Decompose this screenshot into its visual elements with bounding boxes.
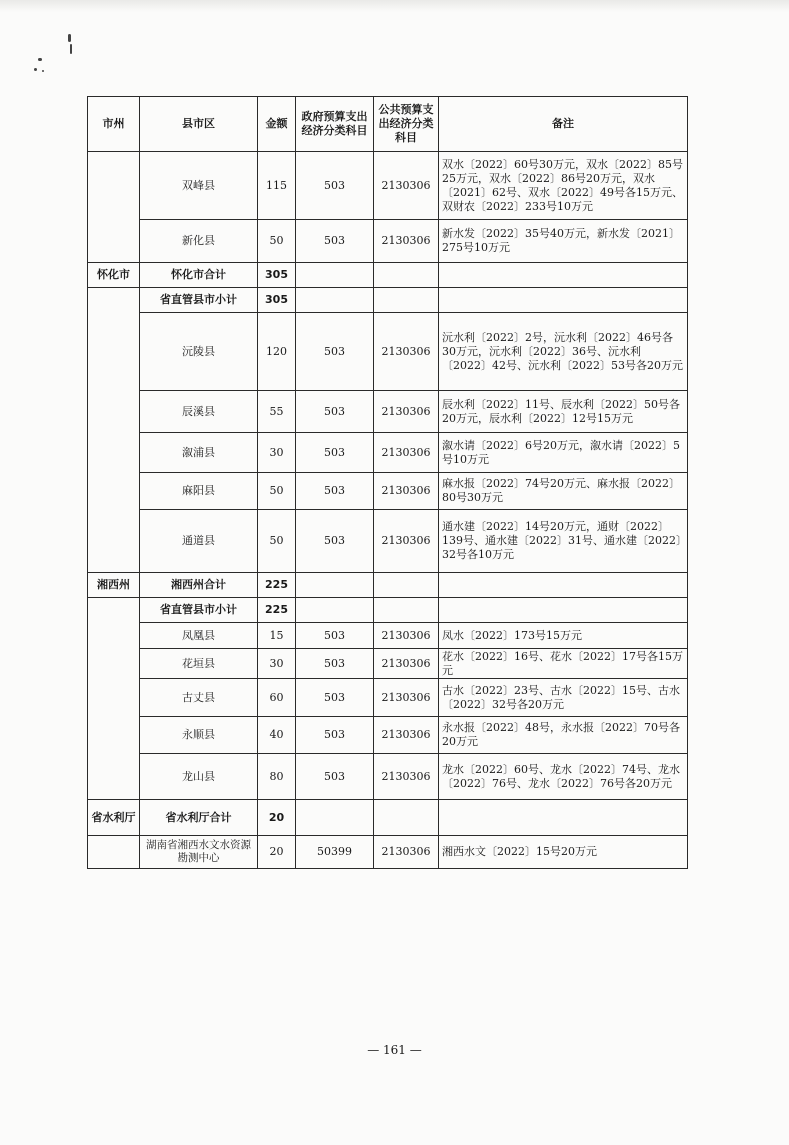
- amount-cell: 15: [258, 623, 296, 649]
- table-row-subtotal: [88, 288, 688, 313]
- header-city: 市州: [88, 97, 140, 152]
- note-cell: 凤水〔2022〕173号15万元: [439, 623, 688, 649]
- note-cell: [439, 288, 688, 313]
- pub-subject-cell: 2130306: [374, 152, 439, 220]
- gov-subject-cell: 503: [296, 391, 374, 433]
- table-row: [88, 754, 688, 800]
- city-cell: [88, 288, 140, 573]
- county-cell: 双峰县: [140, 152, 258, 220]
- county-cell: 湘西州合计: [140, 573, 258, 598]
- county-cell: 怀化市合计: [140, 263, 258, 288]
- pub-subject-cell: [374, 800, 439, 836]
- county-cell: 省直管县市小计: [140, 288, 258, 313]
- gov-subject-cell: 503: [296, 649, 374, 679]
- header-pub-subject: 公共预算支出经济分类科目: [374, 97, 439, 152]
- table-row: [88, 836, 688, 869]
- note-cell: 辰水利〔2022〕11号、辰水利〔2022〕50号各20万元，辰水利〔2022〕12号15万元: [439, 391, 688, 433]
- amount-cell: 225: [258, 598, 296, 623]
- pub-subject-cell: [374, 598, 439, 623]
- amount-cell: 55: [258, 391, 296, 433]
- city-cell: [88, 152, 140, 263]
- city-cell: 湘西州: [88, 573, 140, 598]
- table-row: [88, 313, 688, 391]
- table-row: [88, 220, 688, 263]
- pub-subject-cell: 2130306: [374, 754, 439, 800]
- amount-cell: 50: [258, 510, 296, 573]
- note-cell: 通水建〔2022〕14号20万元，通财〔2022〕139号、通水建〔2022〕31号、通水建〔2022〕32号各10万元: [439, 510, 688, 573]
- gov-subject-cell: 503: [296, 679, 374, 717]
- header-county: 县市区: [140, 97, 258, 152]
- note-cell: 古水〔2022〕23号、古水〔2022〕15号、古水〔2022〕32号各20万元: [439, 679, 688, 717]
- amount-cell: 60: [258, 679, 296, 717]
- table-row: [88, 433, 688, 473]
- header-amount: 金额: [258, 97, 296, 152]
- pub-subject-cell: 2130306: [374, 473, 439, 510]
- city-cell: [88, 836, 140, 869]
- table-row: [88, 473, 688, 510]
- header-note: 备注: [439, 97, 688, 152]
- note-cell: 龙水〔2022〕60号、龙水〔2022〕74号、龙水〔2022〕76号、龙水〔2022〕76号各20万元: [439, 754, 688, 800]
- county-cell: 湖南省湘西水文水资源勘测中心: [140, 836, 258, 869]
- county-cell: 花垣县: [140, 649, 258, 679]
- amount-cell: 30: [258, 649, 296, 679]
- amount-cell: 30: [258, 433, 296, 473]
- county-cell: 龙山县: [140, 754, 258, 800]
- county-cell: 麻阳县: [140, 473, 258, 510]
- pub-subject-cell: 2130306: [374, 836, 439, 869]
- gov-subject-cell: [296, 263, 374, 288]
- amount-cell: 120: [258, 313, 296, 391]
- table-row: [88, 679, 688, 717]
- county-cell: 永顺县: [140, 717, 258, 754]
- scan-specks: [30, 30, 90, 80]
- county-cell: 省直管县市小计: [140, 598, 258, 623]
- city-cell: 怀化市: [88, 263, 140, 288]
- table-row: [88, 717, 688, 754]
- city-cell: 省水利厅: [88, 800, 140, 836]
- pub-subject-cell: 2130306: [374, 391, 439, 433]
- gov-subject-cell: 503: [296, 623, 374, 649]
- pub-subject-cell: [374, 263, 439, 288]
- gov-subject-cell: [296, 573, 374, 598]
- note-cell: 麻水报〔2022〕74号20万元、麻水报〔2022〕80号30万元: [439, 473, 688, 510]
- amount-cell: 305: [258, 263, 296, 288]
- gov-subject-cell: 503: [296, 473, 374, 510]
- gov-subject-cell: [296, 598, 374, 623]
- table-row-subtotal: [88, 598, 688, 623]
- pub-subject-cell: 2130306: [374, 313, 439, 391]
- pub-subject-cell: [374, 288, 439, 313]
- gov-subject-cell: 50399: [296, 836, 374, 869]
- gov-subject-cell: [296, 800, 374, 836]
- table-row: [88, 623, 688, 649]
- pub-subject-cell: [374, 573, 439, 598]
- header-gov-subject: 政府预算支出经济分类科目: [296, 97, 374, 152]
- table-row-total: [88, 263, 688, 288]
- note-cell: [439, 573, 688, 598]
- county-cell: 沅陵县: [140, 313, 258, 391]
- pub-subject-cell: 2130306: [374, 623, 439, 649]
- amount-cell: 20: [258, 800, 296, 836]
- note-cell: [439, 598, 688, 623]
- note-cell: 双水〔2022〕60号30万元，双水〔2022〕85号25万元，双水〔2022〕86号20万元，双水〔2021〕62号、双水〔2022〕49号各15万元、双财农〔2022〕233号10万元: [439, 152, 688, 220]
- pub-subject-cell: 2130306: [374, 679, 439, 717]
- note-cell: 新水发〔2022〕35号40万元，新水发〔2021〕275号10万元: [439, 220, 688, 263]
- city-cell: [88, 598, 140, 800]
- table-header-row: [88, 97, 688, 152]
- county-cell: 新化县: [140, 220, 258, 263]
- pub-subject-cell: 2130306: [374, 649, 439, 679]
- county-cell: 溆浦县: [140, 433, 258, 473]
- county-cell: 古丈县: [140, 679, 258, 717]
- county-cell: 省水利厅合计: [140, 800, 258, 836]
- pub-subject-cell: 2130306: [374, 220, 439, 263]
- table-row: [88, 391, 688, 433]
- note-cell: 溆水请〔2022〕6号20万元，溆水请〔2022〕5号10万元: [439, 433, 688, 473]
- pub-subject-cell: 2130306: [374, 717, 439, 754]
- county-cell: 辰溪县: [140, 391, 258, 433]
- note-cell: 沅水利〔2022〕2号，沅水利〔2022〕46号各30万元，沅水利〔2022〕36号、沅水利〔2022〕42号、沅水利〔2022〕53号各20万元: [439, 313, 688, 391]
- county-cell: 通道县: [140, 510, 258, 573]
- table-row: [88, 510, 688, 573]
- amount-cell: 305: [258, 288, 296, 313]
- amount-cell: 50: [258, 220, 296, 263]
- amount-cell: 20: [258, 836, 296, 869]
- note-cell: [439, 800, 688, 836]
- amount-cell: 225: [258, 573, 296, 598]
- amount-cell: 115: [258, 152, 296, 220]
- note-cell: 永水报〔2022〕48号，永水报〔2022〕70号各20万元: [439, 717, 688, 754]
- amount-cell: 50: [258, 473, 296, 510]
- gov-subject-cell: 503: [296, 717, 374, 754]
- gov-subject-cell: 503: [296, 152, 374, 220]
- county-cell: 凤凰县: [140, 623, 258, 649]
- note-cell: 花水〔2022〕16号、花水〔2022〕17号各15万元: [439, 649, 688, 679]
- scan-top-edge: [0, 0, 789, 12]
- table-row-total: [88, 800, 688, 836]
- budget-allocation-table: [87, 96, 688, 869]
- gov-subject-cell: 503: [296, 220, 374, 263]
- note-cell: 湘西水文〔2022〕15号20万元: [439, 836, 688, 869]
- table-row-total: [88, 573, 688, 598]
- note-cell: [439, 263, 688, 288]
- amount-cell: 40: [258, 717, 296, 754]
- gov-subject-cell: 503: [296, 313, 374, 391]
- gov-subject-cell: 503: [296, 433, 374, 473]
- amount-cell: 80: [258, 754, 296, 800]
- table-row: [88, 649, 688, 679]
- table-row: [88, 152, 688, 220]
- gov-subject-cell: [296, 288, 374, 313]
- gov-subject-cell: 503: [296, 510, 374, 573]
- pub-subject-cell: 2130306: [374, 433, 439, 473]
- page-number: — 161 —: [367, 1043, 422, 1057]
- gov-subject-cell: 503: [296, 754, 374, 800]
- pub-subject-cell: 2130306: [374, 510, 439, 573]
